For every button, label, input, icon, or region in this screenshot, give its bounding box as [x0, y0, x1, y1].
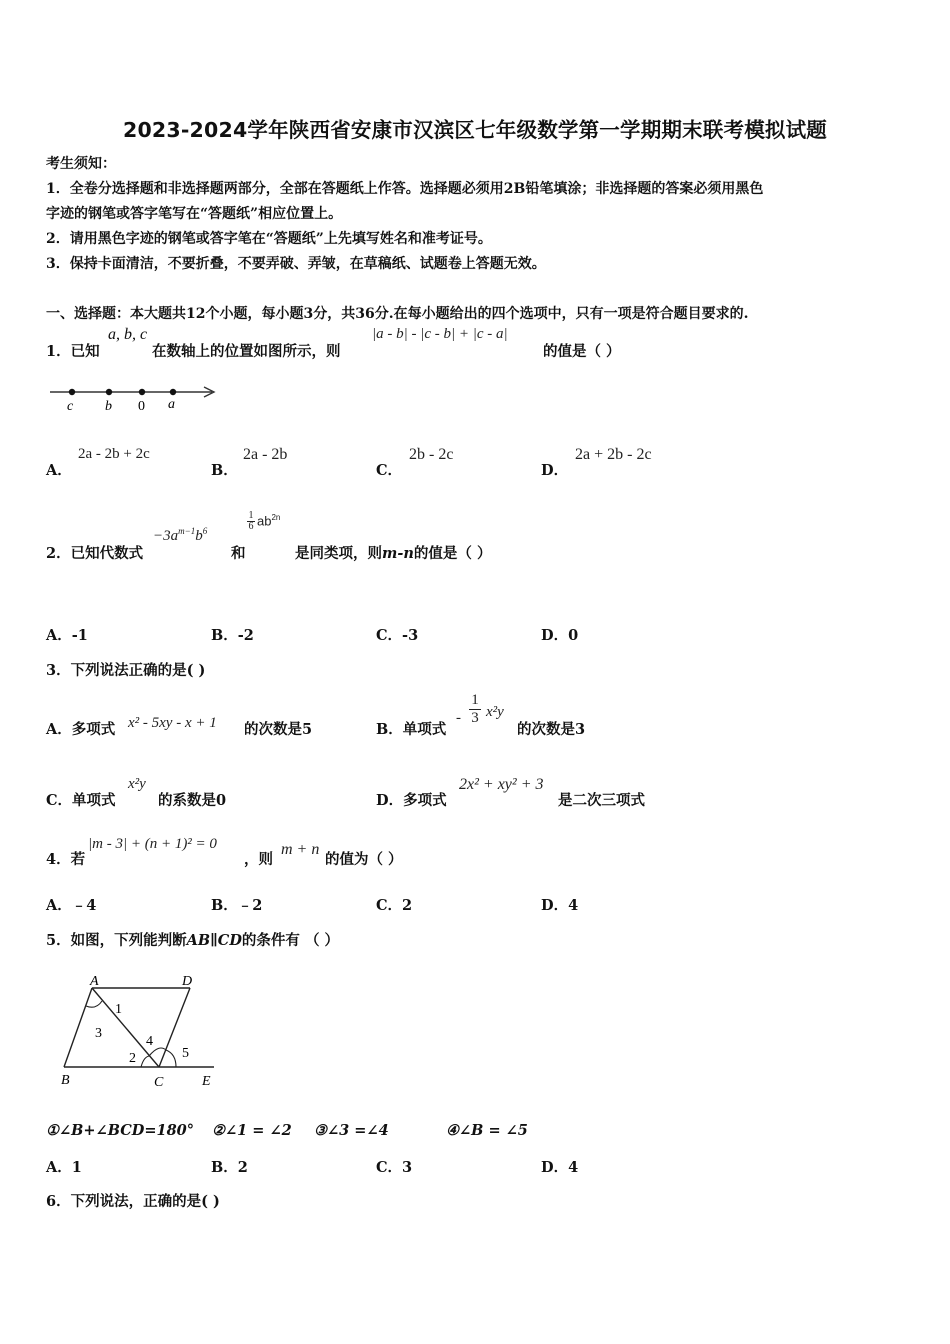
q3-option-a-pre: A．多项式: [46, 721, 116, 738]
label-C: C: [154, 1075, 164, 1090]
label-angle-5: 5: [182, 1046, 189, 1061]
q3-option-d-expr: 2x² + xy² + 3: [459, 776, 544, 793]
q5-condition-4: ④∠B = ∠5: [446, 1122, 528, 1139]
angle-2-arc: [141, 1056, 150, 1067]
q4-expr: |m - 3| + (n + 1)² = 0: [88, 836, 217, 852]
q4-option-c: [376, 894, 412, 915]
q2-post-b: 的值是（ ）: [413, 545, 492, 562]
q3-option-c-expr: x²y: [128, 776, 146, 792]
q4-stem-post: 的值为（ ）: [325, 851, 403, 868]
q2-option-b-value: -2: [237, 627, 254, 644]
q1-stem-post: 的值是（ ）: [543, 343, 621, 360]
notice-item-3: 3．保持卡面清洁，不要折叠，不要弄破、弄皱，在草稿纸、试题卷上答题无效。: [46, 256, 546, 272]
q6-stem: 6．下列说法，正确的是( ): [46, 1193, 220, 1210]
q2-post-a: 是同类项，则: [295, 545, 382, 562]
q5-condition-3: ③∠3 =∠4: [314, 1122, 389, 1139]
notice-item-2: 2．请用黑色字迹的钢笔或答字笔在“答题纸”上先填写姓名和准考证号。: [46, 231, 492, 247]
q4-option-d-value: 4: [568, 897, 579, 914]
q5-stem-pre: 5．如图，下列能判断: [46, 932, 187, 949]
q4-expr2: m + n: [281, 841, 320, 858]
q3-option-b-expr: x²y: [486, 704, 504, 720]
number-line-figure: [46, 380, 226, 414]
q3-option-b-fraction: [469, 692, 481, 727]
q4-option-d-label: D．: [541, 897, 569, 914]
q4-option-b-label: B．: [211, 897, 238, 914]
q5-option-d: [541, 1156, 578, 1177]
section-heading: 一、选择题：本大题共12个小题，每小题3分，共36分.在每小题给出的四个选项中，只有一项是符合题目要求的.: [46, 306, 749, 322]
q3-stem: 3．下列说法正确的是( ): [46, 662, 206, 679]
angle-5-arc: [166, 1050, 176, 1067]
q1-option-c-label: C．: [376, 462, 403, 479]
q4-option-a-value: ﹣4: [71, 897, 97, 914]
label-angle-1: 1: [115, 1002, 122, 1017]
label-angle-4: 4: [146, 1034, 153, 1049]
q5-relation: AB∥CD: [186, 932, 242, 949]
label-angle-3: 3: [95, 1026, 102, 1041]
q2-option-c: [376, 624, 418, 645]
axis-label-b: b: [105, 399, 112, 414]
label-A: A: [90, 974, 99, 989]
q1-stem-mid: 在数轴上的位置如图所示，则: [152, 343, 341, 360]
q1-option-a: 2a - 2b + 2c: [78, 446, 150, 462]
axis-label-0: 0: [138, 399, 145, 414]
q3-option-b-den: 3: [469, 709, 481, 727]
q4-option-c-label: C．: [376, 897, 403, 914]
axis-label-a: a: [168, 397, 175, 412]
q2-option-a: [46, 624, 88, 645]
q4-option-a-label: A．: [46, 897, 72, 914]
q2-and: 和: [231, 545, 246, 562]
q5-option-a-value: 1: [71, 1159, 82, 1176]
q1-expression: |a - b| - |c - b| + |c - a|: [372, 326, 508, 342]
q2-expr2-exp: 2n: [271, 513, 281, 522]
q2-frac-den: 6: [248, 521, 254, 532]
q2-option-a-value: -1: [71, 627, 88, 644]
q2-option-d: [541, 624, 578, 645]
q4-option-a: [46, 894, 96, 915]
notice-item-1-cont: 字迹的钢笔或答字笔写在“答题纸”相应位置上。: [46, 206, 343, 222]
q1-vars: a, b, c: [108, 326, 148, 343]
q2-option-b: [211, 624, 254, 645]
q5-option-d-label: D．: [541, 1159, 569, 1176]
q1-option-b-label: B．: [211, 462, 238, 479]
label-D: D: [182, 974, 193, 989]
q5-stem: [46, 929, 339, 950]
point-0: [139, 389, 145, 395]
q3-option-c-pre: C．单项式: [46, 792, 116, 809]
q2-option-b-label: B．: [211, 627, 238, 644]
q2-option-c-label: C．: [376, 627, 403, 644]
q2-expr1-b: b: [195, 528, 203, 544]
q5-option-a-label: A．: [46, 1159, 72, 1176]
q3-option-d-post: 是二次三项式: [558, 792, 645, 809]
point-b: [106, 389, 112, 395]
q4-stem-pre: 4．若: [46, 851, 86, 868]
q3-option-a-post: 的次数是5: [244, 721, 313, 738]
q1-stem-pre: 1．已知: [46, 343, 100, 360]
q2-fraction: [247, 511, 255, 532]
q1-option-d: 2a + 2b - 2c: [575, 446, 652, 463]
q4-option-b: [211, 894, 262, 915]
q3-option-b-sign: -: [456, 710, 461, 726]
q3-option-b-pre: B．单项式: [376, 721, 447, 738]
q5-option-a: [46, 1156, 82, 1177]
q1-option-b: 2a - 2b: [243, 446, 288, 463]
notice-item-1: 1．全卷分选择题和非选择题两部分，全部在答题纸上作答。选择题必须用2B铅笔填涂；非选择题的答案必须用黑色: [46, 181, 764, 197]
q5-option-c: [376, 1156, 412, 1177]
q4-option-c-value: 2: [402, 897, 413, 914]
q5-option-b-value: 2: [237, 1159, 248, 1176]
q5-option-d-value: 4: [568, 1159, 579, 1176]
notice-heading: 考生须知：: [46, 156, 116, 172]
q4-stem-mid: ，则: [244, 851, 273, 868]
q2-option-c-value: -3: [402, 627, 419, 644]
q5-stem-post: 的条件有 （ ）: [241, 932, 339, 949]
q4-option-d: [541, 894, 578, 915]
q5-condition-1: ①∠B+∠BCD=180°: [46, 1122, 195, 1139]
q1-option-c: 2b - 2c: [409, 446, 454, 463]
q1-option-d-label: D．: [541, 462, 569, 479]
point-c: [69, 389, 75, 395]
q3-option-b-num: 1: [471, 692, 479, 708]
label-B: B: [61, 1073, 70, 1088]
segment-AC: [92, 988, 159, 1067]
q2-expr1-exp: m−1: [178, 526, 196, 536]
q2-expr2: [257, 513, 280, 528]
q2-option-d-value: 0: [568, 627, 579, 644]
label-angle-2: 2: [129, 1051, 136, 1066]
q5-option-b: [211, 1156, 248, 1177]
angle-3-arc: [86, 1001, 102, 1007]
q2-post-var: m-n: [382, 545, 414, 562]
q3-option-c-post: 的系数是0: [158, 792, 227, 809]
q2-expr2-base: ab: [257, 513, 272, 529]
q2-frac-num: 1: [248, 510, 254, 521]
parallelogram-figure: [52, 972, 224, 1092]
axis-label-c: c: [67, 399, 74, 414]
label-E: E: [202, 1074, 211, 1089]
q1-option-a-label: A．: [46, 462, 72, 479]
q3-option-b-post: 的次数是3: [517, 721, 586, 738]
q2-expr1-coef: −3a: [153, 528, 179, 544]
q2-stem-pre: 2．已知代数式: [46, 545, 144, 562]
page-title: 2023-2024学年陕西省安康市汉滨区七年级数学第一学期期末联考模拟试题: [122, 118, 828, 142]
q2-stem-post: [295, 542, 491, 563]
segment-AB: [64, 988, 92, 1067]
q2-expr1-b-exp: 6: [202, 526, 208, 536]
q5-option-b-label: B．: [211, 1159, 238, 1176]
q3-option-d-pre: D．多项式: [376, 792, 447, 809]
q2-expr1: [153, 526, 207, 545]
q5-condition-2: ②∠1 = ∠2: [212, 1122, 292, 1139]
q3-option-a-expr: x² - 5xy - x + 1: [128, 715, 217, 731]
q5-option-c-value: 3: [402, 1159, 413, 1176]
q2-option-a-label: A．: [46, 627, 72, 644]
point-a: [170, 389, 176, 395]
q4-option-b-value: ﹣2: [237, 897, 263, 914]
q5-option-c-label: C．: [376, 1159, 403, 1176]
q2-option-d-label: D．: [541, 627, 569, 644]
